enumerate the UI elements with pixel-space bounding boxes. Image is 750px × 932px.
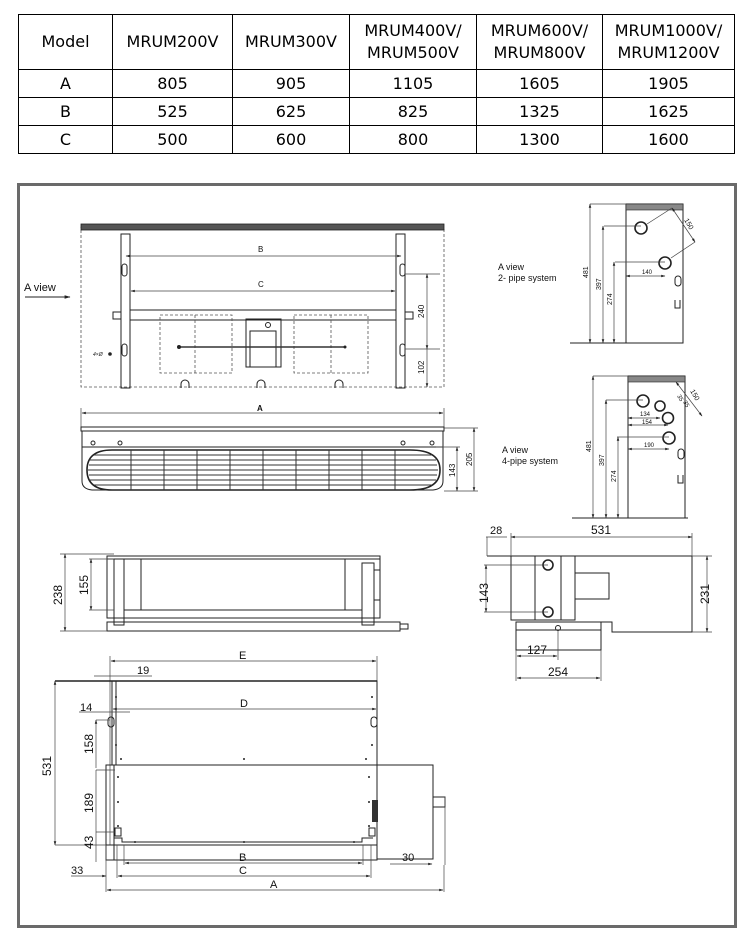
dim-127-label: 127 (527, 643, 548, 657)
dim-c-label: C (258, 280, 264, 289)
header-label-line2: MRUM800V (493, 43, 586, 62)
dim-102-label: 102 (417, 360, 426, 374)
left-rail (121, 234, 130, 388)
dim-150-label: 150 (682, 217, 695, 232)
dim-140-label: 140 (642, 270, 653, 276)
dim-189-label: 189 (82, 792, 96, 813)
header-label-line2: MRUM1200V (617, 43, 720, 62)
hanger-slot (400, 344, 405, 356)
pipe-connection (655, 401, 665, 411)
duct-side-view (51, 554, 408, 631)
header-label-line1: MRUM400V/ (364, 21, 462, 40)
dim-134-label: 134 (640, 412, 651, 418)
fan-housing (160, 315, 232, 373)
dim-531-label: 531 (40, 755, 54, 776)
table-cell: 1300 (477, 126, 603, 154)
plan-view (40, 650, 445, 892)
table-cell: 1625 (603, 98, 735, 126)
dim-531-label: 531 (591, 523, 612, 537)
fan-housing (294, 315, 368, 373)
control-box (377, 765, 433, 859)
dim-481-label: 481 (586, 440, 593, 452)
dim-150-label: 150 (688, 388, 701, 403)
dim-231-label: 231 (698, 583, 712, 604)
table-cell: 805 (113, 70, 233, 98)
dim-43-label: 43 (82, 835, 96, 849)
hole-note: 4×Ø (93, 352, 103, 358)
dim-35a-label: 35 (675, 394, 684, 403)
pipe-connection (635, 222, 647, 234)
dim-d-label: D (240, 698, 248, 710)
dim-e-label: E (239, 650, 247, 662)
dim-154-label: 154 (642, 420, 653, 426)
view-title-line1: A view (502, 445, 529, 455)
base-plate (107, 622, 400, 631)
table-cell: 1105 (350, 70, 477, 98)
row-label: A (19, 70, 113, 98)
table-cell: 905 (233, 70, 350, 98)
pipe-connection (637, 395, 649, 407)
dim-a-label: A (257, 404, 263, 413)
dim-28-label: 28 (490, 525, 503, 537)
lower-housing (114, 765, 377, 860)
table-cell: 600 (233, 126, 350, 154)
dim-158-label: 158 (82, 733, 96, 754)
pipe-connection (659, 257, 671, 269)
pipe-connection (663, 432, 675, 444)
hanger-slot (122, 344, 127, 356)
dim-238-label: 238 (51, 584, 65, 605)
table-cell: 1325 (477, 98, 603, 126)
a-view-label: A view (24, 282, 56, 294)
right-rail (396, 234, 405, 388)
dim-481-label: 481 (583, 266, 590, 278)
side-body (626, 204, 683, 343)
table-cell: 625 (233, 98, 350, 126)
header-label-line2: MRUM500V (367, 43, 459, 62)
header-label-line1: MRUM600V/ (490, 21, 589, 40)
table-cell: 1605 (477, 70, 603, 98)
table-cell: 525 (113, 98, 233, 126)
row-label: B (19, 98, 113, 126)
side-view-4-pipe (502, 376, 702, 518)
control-box (575, 573, 609, 599)
hanger-slot (122, 264, 127, 276)
dim-b-label: B (258, 245, 264, 254)
dim-19-label: 19 (137, 665, 150, 677)
dim-30-label: 30 (402, 852, 415, 864)
dim-143-label: 143 (477, 582, 491, 603)
table-cell: 825 (350, 98, 477, 126)
table-cell: 1600 (603, 126, 735, 154)
dim-205-label: 205 (465, 452, 474, 466)
top-view (24, 224, 444, 388)
dim-190-label: 190 (644, 443, 655, 449)
duct-body (107, 556, 380, 618)
header-label: MRUM300V (245, 32, 337, 51)
hanger-slot (400, 264, 405, 276)
pipe-connection (663, 413, 674, 424)
header-label: MRUM200V (126, 32, 219, 51)
top-panel (81, 224, 444, 230)
view-title-line2: 4-pipe system (502, 456, 559, 466)
header-label-line1: MRUM1000V/ (614, 21, 723, 40)
dim-397-label: 397 (596, 278, 603, 290)
dim-397-label: 397 (599, 454, 606, 466)
front-view (81, 404, 478, 491)
dim-274-label: 274 (607, 293, 614, 305)
dim-143-label: 143 (448, 463, 457, 477)
table-cell: 500 (113, 126, 233, 154)
dim-a-label: A (270, 879, 278, 891)
dim-33-label: 33 (71, 865, 84, 877)
table-cell: 1905 (603, 70, 735, 98)
side-view-2-pipe (498, 204, 695, 343)
table-cell: 800 (350, 126, 477, 154)
dim-35b-label: 35 (681, 400, 690, 409)
dim-274-label: 274 (611, 470, 618, 482)
header-label: Model (41, 32, 90, 51)
end-view (477, 523, 712, 681)
row-label: C (19, 126, 113, 154)
upper-housing (112, 681, 377, 765)
dim-155-label: 155 (77, 574, 91, 595)
dim-c-label: C (239, 865, 247, 877)
dim-b-label: B (239, 852, 247, 864)
view-title-line1: A view (498, 262, 525, 272)
dim-14-label: 14 (80, 702, 93, 714)
dim-254-label: 254 (548, 665, 569, 679)
dim-240-label: 240 (417, 304, 426, 318)
view-title-line2: 2- pipe system (498, 273, 557, 283)
